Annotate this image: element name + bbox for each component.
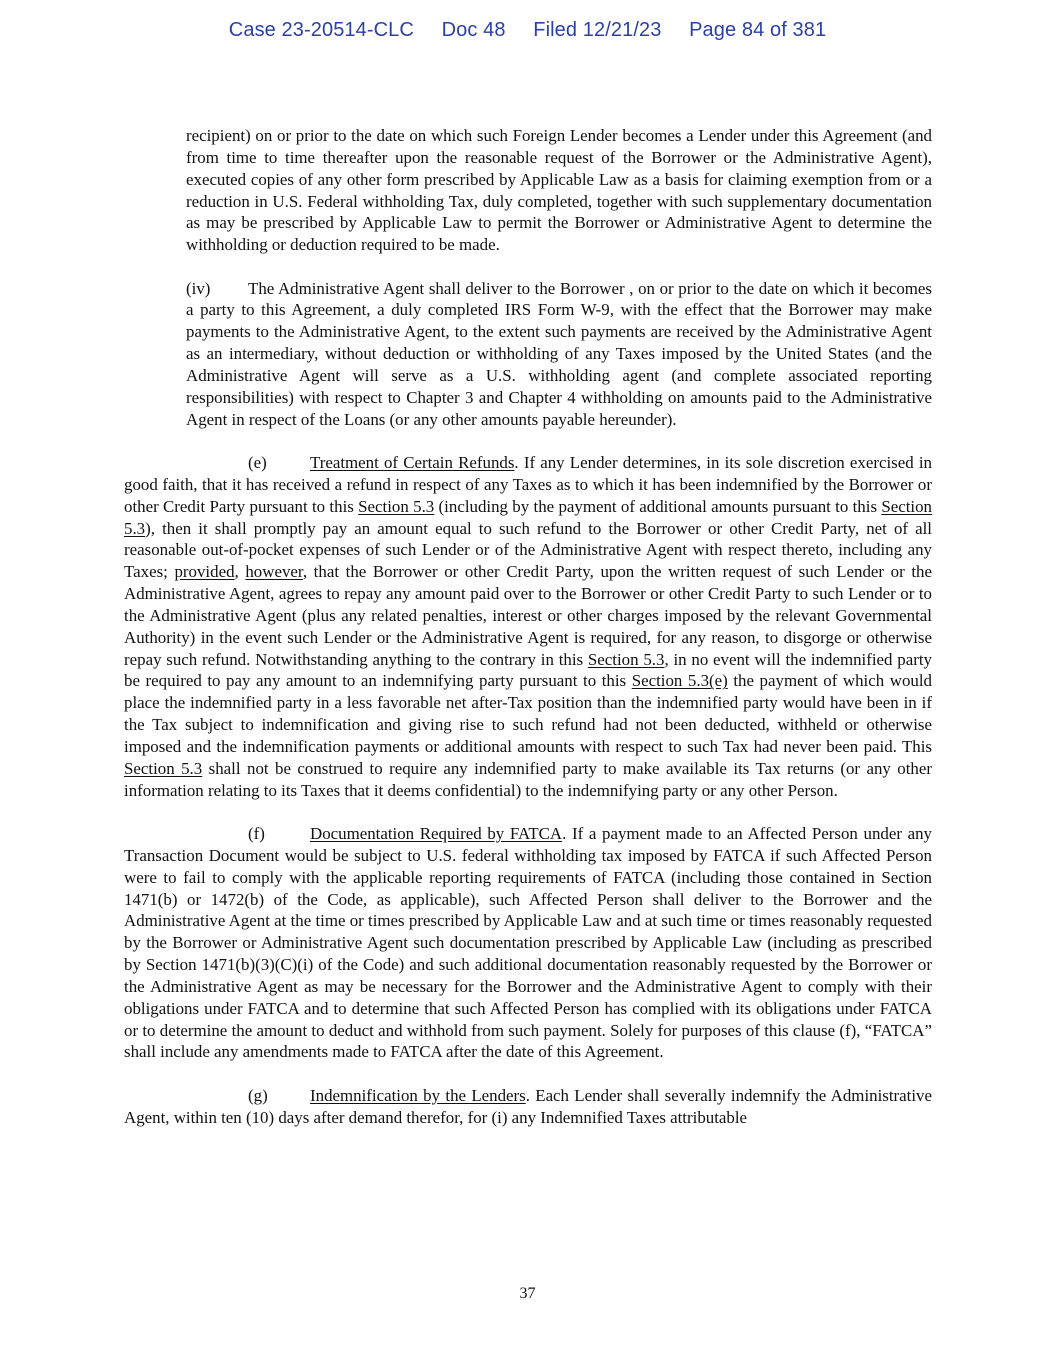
clause-text: the payment of which would place the indemnified party in a less favorable net after-Tax position than the indemnified party would have been in if the Tax subject to indemnification and giving rise to such refund had not been deducted, withheld or otherwise imposed and the indemnification payments or additional amounts with respect to such Tax had never been paid. This [124, 671, 932, 756]
document-number: Doc 48 [441, 19, 506, 41]
paragraph-f [124, 823, 932, 1063]
page-number: 37 [519, 1285, 536, 1302]
section-reference: Section 5.3 [587, 649, 665, 669]
clause-text-iv: The Administrative Agent shall deliver to the Borrower , on or prior to the date on which it becomes a party to this Agreement, a duly completed IRS Form W-9, with the effect that the Borrower may make payments to the Administrative Agent, to the extent such payments are received by the Administrative Agent as an intermediary, without deduction or withholding of any Taxes imposed by the United States (and the Administrative Agent will serve as a U.S. withholding agent (and complete associated reporting responsibilities) with respect to Chapter 3 and Chapter 4 withholding on amounts paid to the Administrative Agent in respect of the Loans (or any other amounts payable hereunder). [186, 278, 932, 429]
paragraph-iv [186, 278, 932, 431]
case-number: Case 23-20514-CLC [228, 19, 414, 41]
clause-text: , in no event will the indemnified party be required to pay any amount to an indemnifying party pursuant to this [124, 649, 932, 691]
clause-text: shall not be construed to require any indemnified party to make available its Tax returns (or any other information relating to its Taxes that it deems confidential) to the indemnifying party or any other Person. [124, 758, 932, 800]
page-indicator: Page 84 of 381 [689, 19, 827, 41]
clause-text-f: . If a payment made to an Affected Person under any Transaction Document would be subject to U.S. federal withholding tax imposed by FATCA if such Affected Person were to fail to comply with the applicable reporting requirements of FATCA (including those contained in Section 1471(b) or 1472(b) of the Code, as applicable), such Affected Person shall deliver to the Borrower and the Administrative Agent at the time or times prescribed by Applicable Law and at such time or times reasonably requested by the Borrower or Administrative Agent such documentation prescribed by Applicable Law (including as prescribed by Section 1471(b)(3)(C)(i) of the Code) and such additional documentation reasonably requested by the Borrower or the Administrative Agent as may be necessary for the Borrower and the Administrative Agent to comply with their obligations under FATCA and to determine that such Affected Person has complied with its obligations under FATCA or to determine the amount to deduct and withhold from such payment. Solely for purposes of this clause (f), “FATCA” shall include any amendments made to FATCA after the date of this Agreement. [124, 823, 932, 1062]
filed-date: Filed 12/21/23 [533, 19, 662, 41]
case-header [0, 19, 1055, 42]
paragraph-continuation: recipient) on or prior to the date on which such Foreign Lender becomes a Lender under this Agreement (and from time to time thereafter upon the reasonable request of the Borrower or the Administrative Agent), executed copies of any other form prescribed by Applicable Law as a basis for claiming exemption from or a reduction in U.S. Federal withholding Tax, duly completed, together with such supplementary documentation as may be prescribed by Applicable Law to permit the Borrower or Administrative Agent to determine the withholding or deduction required to be made. [186, 126, 932, 255]
clause-label-g: (g) [248, 1085, 268, 1105]
section-reference: Section 5.3 [124, 496, 933, 538]
clause-text: (including by the payment of additional amounts pursuant to this [434, 496, 882, 516]
document-body [124, 125, 932, 1150]
clause-heading-g: Indemnification by the Lenders [310, 1085, 526, 1105]
clause-heading-e: Treatment of Certain Refunds [310, 452, 515, 472]
clause-label-iv: (iv) [186, 278, 211, 298]
clause-text: . If any Lender determines, in its sole discretion exercised in good faith, that it has received a refund in respect of any Taxes as to which it has been indemnified by the Borrower or other Credit Party pursuant to this [124, 452, 932, 516]
clause-text: ), then it shall promptly pay an amount equal to such refund to the Borrower or other Credit Party, net of all reasonable out-of-pocket expenses of such Lender or of the Administrative Agent with respect thereto, including any Taxes; [124, 518, 932, 582]
clause-text: , that the Borrower or other Credit Party, upon the written request of such Lender or the Administrative Agent, agrees to repay any amount paid over to the Borrower or other Credit Party to such Lender or to the Administrative Agent (plus any related penalties, interest or other charges imposed by the relevant Governmental Authority) in the event such Lender or the Administrative Agent is required, for any reason, to disgorge or otherwise repay such refund. Notwithstanding anything to the contrary in this [124, 562, 932, 669]
clause-heading-f: Documentation Required by FATCA [310, 823, 563, 843]
clause-label-f: (f) [248, 823, 265, 843]
section-reference: Section 5.3 [124, 758, 203, 778]
clause-text-g: . Each Lender shall severally indemnify the Administrative Agent, within ten (10) days after demand therefor, for (i) any Indemnified Taxes attributable [124, 1085, 932, 1127]
clause-label-e: (e) [248, 452, 267, 472]
clause-text: , [234, 562, 246, 582]
proviso-term: however [245, 562, 303, 582]
paragraph-e [124, 452, 932, 802]
proviso-term: provided [174, 562, 235, 582]
paragraph-g [124, 1085, 932, 1129]
section-reference: Section 5.3(e) [631, 671, 728, 691]
section-reference: Section 5.3 [358, 496, 435, 516]
